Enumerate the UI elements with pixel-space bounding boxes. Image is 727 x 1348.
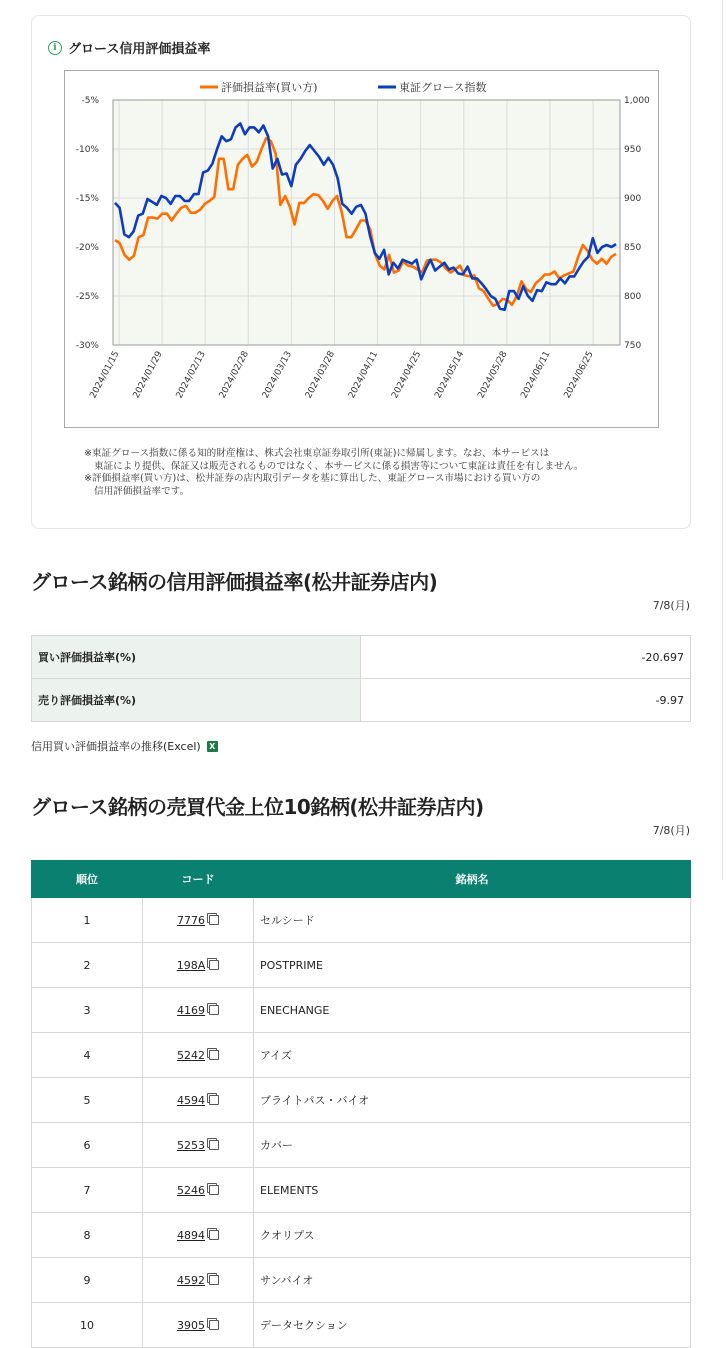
- stock-name-cell: データセクション: [254, 1303, 691, 1348]
- note-line: ※評価損益率(買い方)は、松井証券の店内取引データを基に算出した、東証グロース市場における買い方の: [84, 473, 541, 484]
- stock-code-link[interactable]: 5246: [177, 1183, 205, 1197]
- copy-icon[interactable]: [209, 1095, 219, 1105]
- section-title-margin-rate: グロース銘柄の信用評価損益率(松井証券店内): [31, 570, 438, 594]
- y-right-tick-label: 750: [624, 341, 642, 351]
- code-cell: [143, 1078, 254, 1123]
- x-tick-label: 2024/03/28: [303, 349, 338, 401]
- stock-code-link[interactable]: 3905: [177, 1318, 205, 1332]
- table-row: [32, 988, 691, 1033]
- stock-name-cell: ELEMENTS: [254, 1168, 691, 1213]
- stock-code-link[interactable]: 7776: [177, 913, 205, 927]
- y-left-tick-label: -5%: [81, 96, 99, 106]
- margin-rate-table: [31, 635, 691, 722]
- info-icon[interactable]: i: [48, 41, 62, 55]
- rank-cell: 3: [32, 988, 143, 1033]
- stock-code-link[interactable]: 5253: [177, 1138, 205, 1152]
- x-tick-label: 2024/06/11: [519, 349, 553, 401]
- code-cell: [143, 1303, 254, 1348]
- x-tick-label: 2024/03/13: [260, 349, 295, 401]
- x-tick-label: 2024/04/11: [347, 349, 381, 401]
- column-header-name: 銘柄名: [254, 861, 691, 898]
- y-left-tick-label: -30%: [75, 341, 99, 351]
- copy-icon[interactable]: [209, 1230, 219, 1240]
- table-row: [32, 1258, 691, 1303]
- legend-label: 評価損益率(買い方): [221, 81, 318, 94]
- excel-link-label[interactable]: 信用買い評価損益率の推移(Excel): [31, 740, 201, 753]
- rank-cell: 7: [32, 1168, 143, 1213]
- note-line: 信用評価損益率です。: [94, 485, 190, 497]
- code-cell: [143, 1123, 254, 1168]
- section-date: 7/8(月): [652, 599, 690, 612]
- table-row: [32, 898, 691, 943]
- stock-name-cell: クオリプス: [254, 1213, 691, 1258]
- stock-code-link[interactable]: 5242: [177, 1048, 205, 1062]
- x-tick-label: 2024/05/14: [433, 349, 467, 401]
- copy-icon[interactable]: [209, 1275, 219, 1285]
- y-right-tick-label: 950: [624, 145, 642, 155]
- stock-code-link[interactable]: 4594: [177, 1093, 205, 1107]
- stock-name-cell: POSTPRIME: [254, 943, 691, 988]
- chart-notes: [84, 448, 583, 498]
- ranking-table-body: [32, 898, 691, 1348]
- rank-cell: 4: [32, 1033, 143, 1078]
- note-line: ※東証グロース指数に係る知的財産権は、株式会社東京証券取引所(東証)に帰属します。なお、本サービスは: [84, 448, 550, 459]
- code-cell: [143, 943, 254, 988]
- x-tick-label: 2024/05/28: [476, 349, 510, 401]
- y-left-tick-label: -20%: [75, 243, 99, 253]
- table-row: [32, 1168, 691, 1213]
- x-tick-label: 2024/04/25: [390, 349, 424, 401]
- rank-cell: 2: [32, 943, 143, 988]
- stock-name-cell: サンバイオ: [254, 1258, 691, 1303]
- table-row: [32, 943, 691, 988]
- rank-cell: 10: [32, 1303, 143, 1348]
- table-row: [32, 1213, 691, 1258]
- code-cell: [143, 1033, 254, 1078]
- copy-icon[interactable]: [209, 1320, 219, 1330]
- excel-icon[interactable]: X: [207, 741, 218, 752]
- table-header-row: [32, 861, 691, 898]
- table-row: [32, 1033, 691, 1078]
- stock-name-cell: カバー: [254, 1123, 691, 1168]
- table-row: [32, 636, 691, 679]
- column-header-rank: 順位: [32, 861, 143, 898]
- excel-download-link[interactable]: [31, 738, 218, 754]
- rank-cell: 6: [32, 1123, 143, 1168]
- row-value: -20.697: [361, 636, 691, 679]
- chart-card-header: [48, 38, 210, 57]
- table-row: [32, 1078, 691, 1123]
- code-cell: [143, 1258, 254, 1303]
- ranking-table: [31, 860, 691, 1348]
- x-tick-label: 2024/01/29: [131, 349, 165, 401]
- chart-card: [31, 15, 691, 529]
- y-left-tick-label: -15%: [75, 194, 99, 204]
- section-title-ranking: グロース銘柄の売買代金上位10銘柄(松井証券店内): [31, 795, 484, 819]
- stock-name-cell: ENECHANGE: [254, 988, 691, 1033]
- page-divider-line: [722, 0, 723, 880]
- table-row: [32, 1123, 691, 1168]
- copy-icon[interactable]: [209, 1140, 219, 1150]
- code-cell: [143, 1168, 254, 1213]
- copy-icon[interactable]: [209, 915, 219, 925]
- x-tick-label: 2024/06/25: [562, 349, 596, 401]
- y-right-tick-label: 1,000: [624, 96, 650, 106]
- stock-name-cell: ブライトパス・バイオ: [254, 1078, 691, 1123]
- y-left-tick-label: -10%: [75, 145, 99, 155]
- code-cell: [143, 988, 254, 1033]
- stock-code-link[interactable]: 4592: [177, 1273, 205, 1287]
- table-row: [32, 679, 691, 722]
- line-chart: [64, 70, 659, 428]
- chart-svg: [65, 71, 658, 427]
- row-value: -9.97: [361, 679, 691, 722]
- y-right-tick-label: 850: [624, 243, 642, 253]
- rank-cell: 9: [32, 1258, 143, 1303]
- x-tick-label: 2024/02/13: [174, 349, 208, 401]
- stock-code-link[interactable]: 198A: [176, 958, 206, 972]
- stock-name-cell: セルシード: [254, 898, 691, 943]
- chart-card-title: グロース信用評価損益率: [68, 42, 211, 57]
- stock-code-link[interactable]: 4894: [177, 1228, 205, 1242]
- section-date: 7/8(月): [652, 824, 690, 837]
- legend-label: 東証グロース指数: [399, 81, 487, 94]
- row-label: 売り評価損益率(%): [32, 679, 361, 722]
- copy-icon[interactable]: [209, 1050, 219, 1060]
- row-label: 買い評価損益率(%): [32, 636, 361, 679]
- x-tick-label: 2024/02/28: [217, 349, 251, 401]
- y-left-tick-label: -25%: [75, 292, 99, 302]
- rank-cell: 5: [32, 1078, 143, 1123]
- rank-cell: 1: [32, 898, 143, 943]
- y-right-tick-label: 900: [624, 194, 642, 204]
- stock-name-cell: アイズ: [254, 1033, 691, 1078]
- rank-cell: 8: [32, 1213, 143, 1258]
- stock-code-link[interactable]: 4169: [177, 1003, 205, 1017]
- note-line: 東証により提供、保証又は販売されるものではなく、本サービスに係る損害等について東証は責任を有しません。: [94, 460, 584, 472]
- code-cell: [143, 898, 254, 943]
- x-tick-label: 2024/01/15: [88, 349, 122, 401]
- copy-icon[interactable]: [209, 1005, 219, 1015]
- code-cell: [143, 1213, 254, 1258]
- copy-icon[interactable]: [209, 960, 219, 970]
- column-header-code: コード: [143, 861, 254, 898]
- table-row: [32, 1303, 691, 1348]
- y-right-tick-label: 800: [624, 292, 642, 302]
- copy-icon[interactable]: [209, 1185, 219, 1195]
